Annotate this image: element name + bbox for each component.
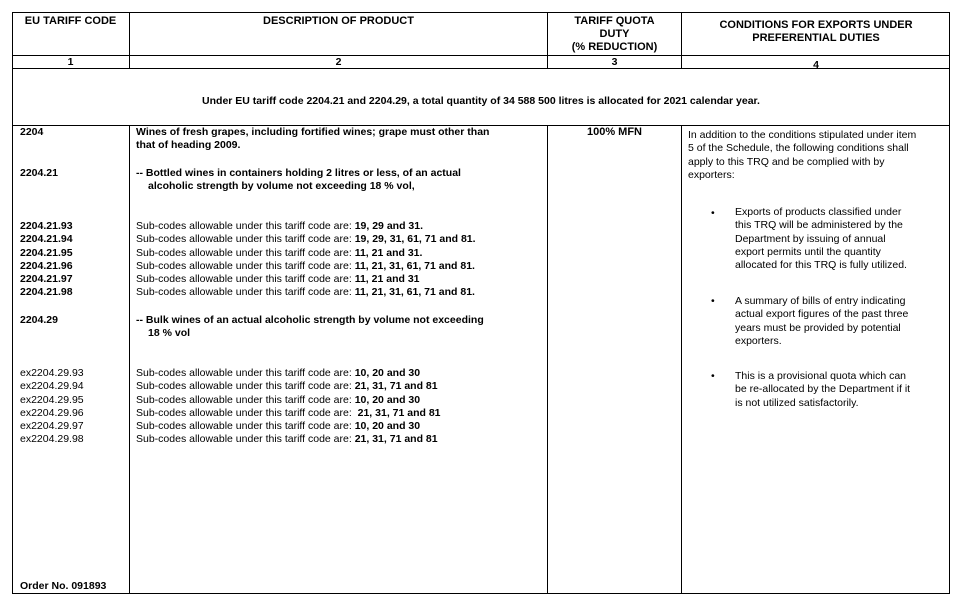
condition-line: export permits until the quantity — [735, 245, 881, 258]
table-row-description — [136, 420, 441, 433]
column-number-2: 2 — [335, 56, 342, 68]
sub-prefix: Sub-codes allowable under this tariff code are: — [136, 420, 352, 433]
condition-line: be re-allocated by the Department if it — [735, 383, 911, 396]
header-quota-duty — [548, 15, 681, 54]
table-row-code: ex2204.29.94 — [20, 380, 84, 393]
condition-line: this TRQ will be administered by the — [735, 219, 903, 232]
sub-prefix: Sub-codes allowable under this tariff code are: — [136, 367, 352, 379]
sub-prefix: Sub-codes allowable under this tariff code are: — [136, 233, 352, 246]
subcodes: 10, 20 and 30 — [354, 367, 421, 379]
group2-codes — [20, 367, 84, 447]
table-row-code: ex2204.29.97 — [20, 420, 84, 433]
sub-prefix: Sub-codes allowable under this tariff code are: — [136, 259, 352, 272]
header-conditions-line2: PREFERENTIAL DUTIES — [752, 32, 880, 44]
table-row-description — [136, 367, 441, 380]
header-quota-line1: TARIFF QUOTA — [574, 15, 655, 27]
condition-line: years must be provided by potential — [735, 321, 901, 334]
tariff-code-2204-21: 2204.21 — [20, 167, 58, 179]
table-row-code: 2204.21.97 — [20, 273, 73, 286]
duty-rate: 100% MFN — [586, 126, 643, 138]
conditions-intro-line: apply to this TRQ and be complied with by — [688, 155, 885, 168]
sub-prefix: Sub-codes allowable under this tariff code are: — [136, 406, 352, 419]
description-2204-21-line1: -- Bottled wines in containers holding 2 litres or less, of an actual — [136, 167, 461, 179]
column-number-1: 1 — [67, 56, 74, 68]
condition-item-2 — [735, 295, 934, 348]
col-divider-1 — [129, 125, 130, 594]
table-row-description — [136, 247, 476, 260]
header-conditions — [682, 19, 950, 45]
table-row-code: ex2204.29.95 — [20, 393, 84, 406]
subcodes: 19, 29 and 31. — [354, 220, 423, 232]
description-2204-line1: Wines of fresh grapes, including fortified wines; grape must other than — [136, 126, 490, 138]
table-row-code: 2204.21.93 — [20, 220, 73, 232]
table-row-code: 2204.21.95 — [20, 246, 73, 259]
table-row-description — [136, 394, 441, 407]
table-row-description — [136, 233, 476, 246]
conditions-intro-line: In addition to the conditions stipulated under item — [688, 129, 917, 141]
table-row-code: 2204.21.98 — [20, 286, 73, 299]
subcodes: 11, 21 and 31 — [354, 273, 420, 286]
sub-prefix: Sub-codes allowable under this tariff code are: — [136, 433, 352, 446]
column-number-3: 3 — [611, 56, 618, 68]
bullet-icon: • — [711, 295, 715, 307]
bullet-icon: • — [711, 207, 715, 219]
sub-prefix: Sub-codes allowable under this tariff code are: — [136, 380, 352, 393]
sub-prefix: Sub-codes allowable under this tariff code are: — [136, 220, 352, 232]
condition-line: This is a provisional quota which can — [735, 370, 907, 382]
subcodes: 10, 20 and 30 — [354, 393, 421, 406]
table-row-code: ex2204.29.98 — [20, 433, 84, 446]
bullet-icon: • — [711, 370, 715, 382]
condition-line: Department by issuing of annual — [735, 232, 886, 245]
condition-line: A summary of bills of entry indicating — [735, 295, 906, 307]
tariff-code-2204-29: 2204.29 — [20, 314, 58, 326]
tariff-code-2204: 2204 — [20, 126, 44, 138]
description-2204-21 — [136, 167, 544, 194]
table-row-code: 2204.21.94 — [20, 233, 73, 246]
conditions-intro-line: exporters: — [688, 168, 735, 181]
condition-line: is not utilized satisfactorily. — [735, 396, 859, 409]
order-number: Order No. 091893 — [20, 580, 107, 592]
conditions-intro — [688, 129, 944, 182]
table-row-description — [136, 273, 476, 286]
table-row-description — [136, 407, 441, 420]
col-divider-3 — [681, 125, 682, 594]
subcodes: 21, 31, 71 and 81 — [354, 380, 438, 393]
subcodes: 19, 29, 31, 61, 71 and 81. — [354, 233, 476, 246]
header-description: DESCRIPTION OF PRODUCT — [263, 15, 414, 27]
subcodes: 11, 21, 31, 61, 71 and 81. — [354, 286, 475, 299]
conditions-intro-line: 5 of the Schedule, the following conditions shall — [688, 142, 909, 155]
table-row-description — [136, 433, 441, 446]
subcodes: 21, 31, 71 and 81 — [354, 433, 438, 446]
subcodes: 11, 21 and 31. — [354, 246, 423, 259]
header-quota-line2: DUTY — [599, 28, 630, 40]
condition-line: exporters. — [735, 334, 782, 347]
condition-line: Exports of products classified under — [735, 206, 902, 218]
description-2204-29 — [136, 314, 544, 341]
sub-prefix: Sub-codes allowable under this tariff code are: — [136, 246, 352, 259]
description-2204-29-line1: -- Bulk wines of an actual alcoholic strength by volume not exceeding — [136, 314, 484, 326]
description-2204-21-line2: alcoholic strength by volume not exceeding 18 % vol, — [148, 180, 415, 193]
table-row-description — [136, 220, 476, 233]
condition-item-3 — [735, 370, 934, 410]
sub-prefix: Sub-codes allowable under this tariff code are: — [136, 286, 352, 299]
col-divider-2 — [547, 125, 548, 594]
table-row-description — [136, 380, 441, 393]
condition-line: allocated for this TRQ is fully utilized. — [735, 259, 907, 272]
group2-descriptions — [136, 367, 441, 447]
group1-descriptions — [136, 220, 476, 300]
group1-codes — [20, 220, 73, 300]
table-row-code: ex2204.29.96 — [20, 406, 84, 419]
table-row-code: ex2204.29.93 — [20, 367, 84, 379]
table-row-description — [136, 260, 476, 273]
header-tariff-code: EU TARIFF CODE — [24, 15, 117, 27]
subcodes: 11, 21, 31, 61, 71 and 81. — [354, 259, 475, 272]
sub-prefix: Sub-codes allowable under this tariff code are: — [136, 393, 352, 406]
allocation-notice: Under EU tariff code 2204.21 and 2204.29, a total quantity of 34 588 500 litres is allocated for 2021 calendar year. — [202, 95, 760, 107]
header-conditions-line1: CONDITIONS FOR EXPORTS UNDER — [719, 19, 913, 31]
subcodes: 10, 20 and 30 — [354, 420, 421, 433]
table-row-description — [136, 286, 476, 299]
description-2204-line2: that of heading 2009. — [136, 139, 241, 152]
condition-line: actual export figures of the past three — [735, 308, 909, 321]
condition-item-1 — [735, 206, 934, 272]
tariff-schedule-page — [12, 12, 952, 594]
sub-prefix: Sub-codes allowable under this tariff code are: — [136, 273, 352, 286]
subcodes: 21, 31, 71 and 81 — [354, 406, 441, 419]
description-2204 — [136, 126, 544, 153]
column-number-4: 4 — [813, 59, 819, 71]
header-quota-line3: (% REDUCTION) — [571, 41, 658, 53]
table-row-code: 2204.21.96 — [20, 259, 73, 272]
description-2204-29-line2: 18 % vol — [148, 327, 191, 340]
